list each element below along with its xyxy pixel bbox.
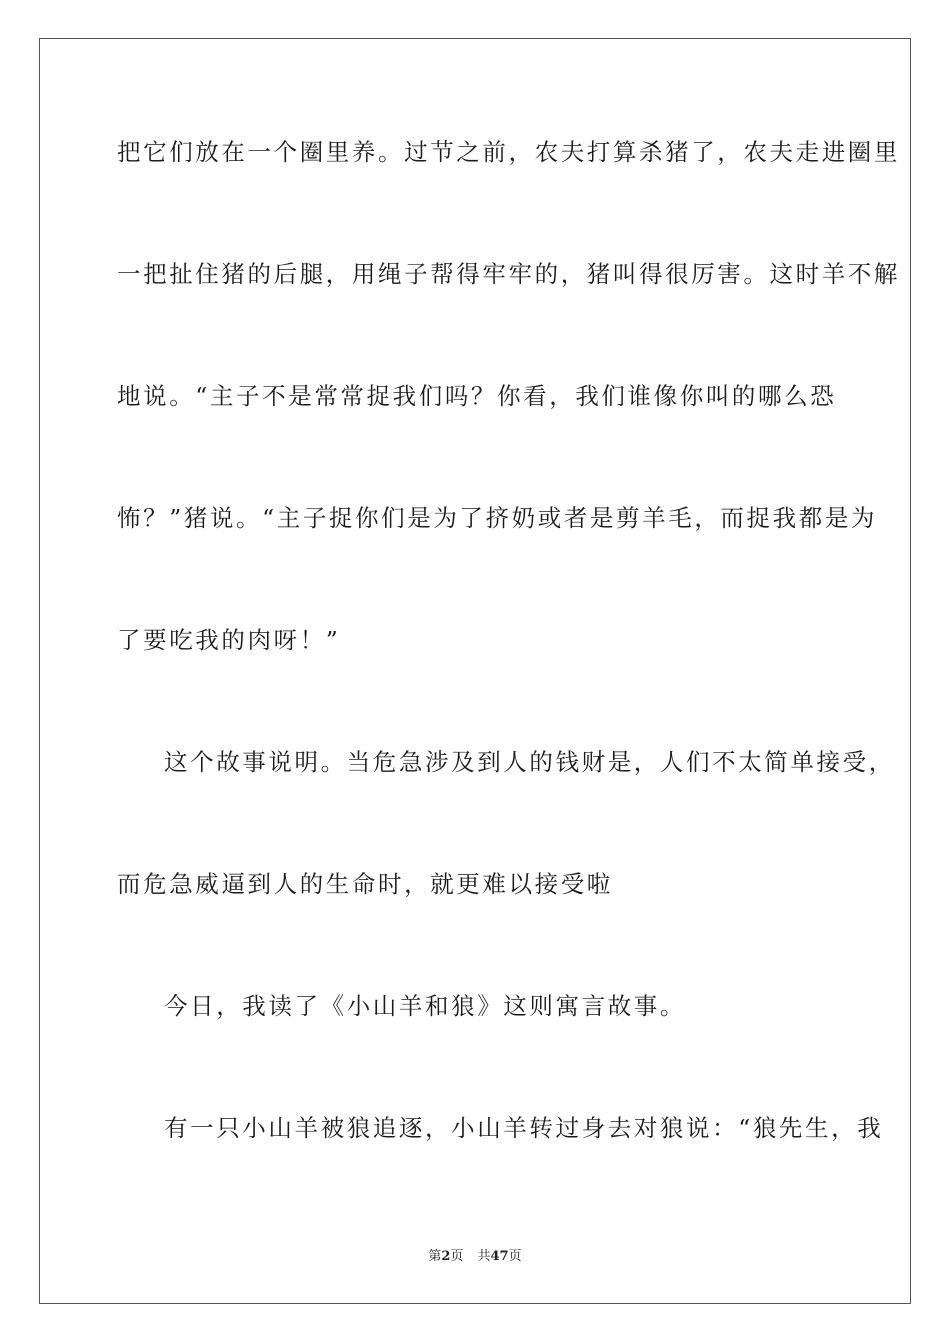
footer-total-pages: 47 bbox=[490, 1249, 509, 1264]
text-line-7: 而危急威逼到人的生命时，就更难以接受啦 bbox=[117, 870, 613, 898]
footer-page-prefix: 第 bbox=[428, 1249, 442, 1264]
footer-total-prefix: 共 bbox=[477, 1249, 491, 1264]
text-line-6: 这个故事说明。当危急涉及到人的钱财是，人们不太简单接受， bbox=[164, 748, 895, 776]
footer-total-suffix: 页 bbox=[508, 1249, 522, 1264]
footer-page-number: 2 bbox=[441, 1249, 451, 1264]
text-line-9: 有一只小山羊被狼追逐，小山羊转过身去对狼说：“狼先生，我 bbox=[164, 1114, 884, 1142]
text-line-1: 把它们放在一个圈里养。过节之前，农夫打算杀猪了，农夫走进圈里 bbox=[117, 138, 900, 166]
text-line-5: 了要吃我的肉呀！” bbox=[117, 626, 341, 654]
text-line-8: 今日，我读了《小山羊和狼》这则寓言故事。 bbox=[164, 992, 686, 1020]
footer-page-suffix: 页 bbox=[450, 1249, 464, 1264]
text-line-4: 怖？”猪说。“主子捉你们是为了挤奶或者是剪羊毛，而捉我都是为 bbox=[117, 504, 878, 532]
page-footer bbox=[0, 1248, 950, 1266]
text-line-2: 一把扯住猪的后腿，用绳子帮得牢牢的，猪叫得很厉害。这时羊不解 bbox=[117, 260, 900, 288]
text-line-3: 地说。“主子不是常常捉我们吗？你看，我们谁像你叫的哪么恐 bbox=[117, 382, 837, 410]
